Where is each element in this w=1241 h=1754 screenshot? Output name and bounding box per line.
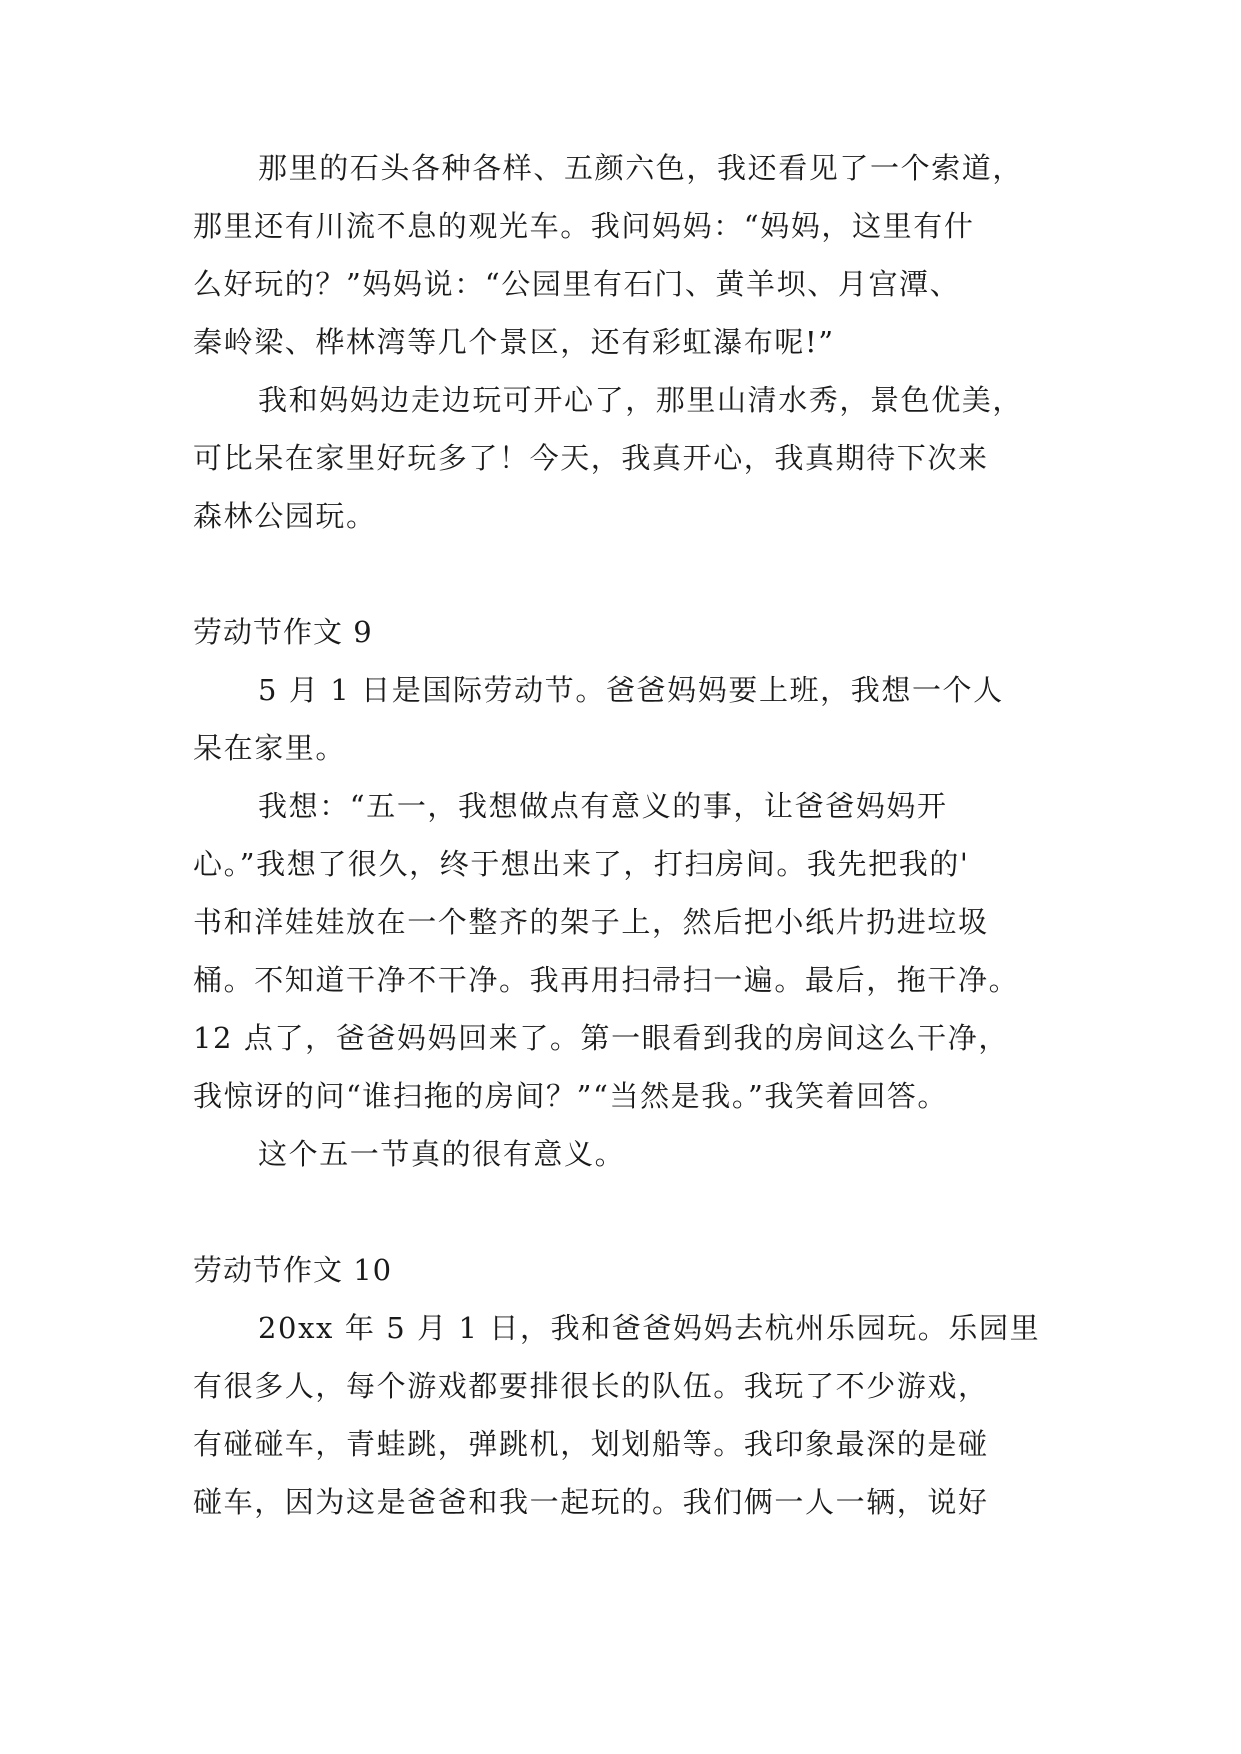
text-line: 12 点了，爸爸妈妈回来了。第一眼看到我的房间这么干净， [193,1021,1009,1055]
text-line: 桶。不知道干净不干净。我再用扫帚扫一遍。最后，拖干净。 [193,963,1020,997]
text-line: 秦岭梁、桦林湾等几个景区，还有彩虹瀑布呢!” [193,325,835,359]
text-line: 我想：“五一，我想做点有意义的事，让爸爸妈妈开 [258,789,948,823]
text-line: 呆在家里。 [193,731,347,765]
text-line: 么好玩的？”妈妈说：“公园里有石门、黄羊坝、月宫潭、 [193,267,961,301]
text-line: 有碰碰车，青蛙跳，弹跳机，划划船等。我印象最深的是碰 [193,1427,989,1461]
text-line: 心。”我想了很久，终于想出来了，打扫房间。我先把我的' [193,847,970,881]
essay-title: 劳动节作文 9 [193,615,373,649]
text-line: 那里还有川流不息的观光车。我问妈妈：“妈妈，这里有什 [193,209,975,243]
text-line: 我和妈妈边走边玩可开心了，那里山清水秀，景色优美， [258,383,1024,417]
text-line: 可比呆在家里好玩多了！今天，我真开心，我真期待下次来 [193,441,989,475]
text-line: 我惊讶的问“谁扫拖的房间？”“当然是我。”我笑着回答。 [193,1079,949,1113]
text-line: 有很多人，每个游戏都要排很长的队伍。我玩了不少游戏， [193,1369,989,1403]
essay-title: 劳动节作文 10 [193,1253,393,1287]
text-line: 那里的石头各种各样、五颜六色，我还看见了一个索道， [258,151,1024,185]
text-line: 这个五一节真的很有意义。 [258,1137,626,1171]
text-line: 森林公园玩。 [193,499,377,533]
text-line: 20xx 年 5 月 1 日，我和爸爸妈妈去杭州乐园玩。乐园里 [258,1311,1041,1345]
text-line: 书和洋娃娃放在一个整齐的架子上，然后把小纸片扔进垃圾 [193,905,989,939]
text-line: 碰车，因为这是爸爸和我一起玩的。我们俩一人一辆，说好 [193,1485,989,1519]
text-line: 5 月 1 日是国际劳动节。爸爸妈妈要上班，我想一个人 [258,673,1004,707]
